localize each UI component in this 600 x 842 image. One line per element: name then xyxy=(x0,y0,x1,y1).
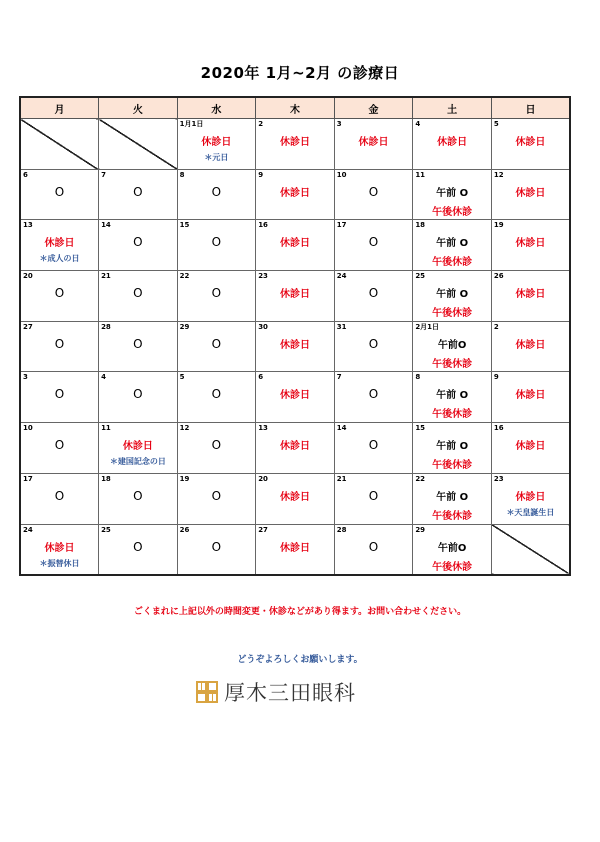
open-mark: O xyxy=(133,539,143,554)
day-cell xyxy=(256,220,335,271)
open-mark: O xyxy=(211,438,222,453)
day-number: 1月1日 xyxy=(179,120,204,128)
open-mark: O xyxy=(54,286,65,301)
closed-label: 午後休診 xyxy=(432,206,473,218)
calendar-table xyxy=(19,96,571,576)
day-number: 25 xyxy=(415,272,426,281)
day-number: 2 xyxy=(258,120,264,128)
day-cell xyxy=(334,372,413,423)
week-row xyxy=(20,524,570,575)
closed-label: 休診日 xyxy=(437,137,468,148)
day-number: 31 xyxy=(336,322,347,331)
day-number: 11 xyxy=(101,424,111,433)
day-number: 5 xyxy=(493,120,499,128)
day-number: 21 xyxy=(101,272,111,281)
day-number: 18 xyxy=(415,221,426,230)
day-cell xyxy=(491,220,570,271)
day-cell xyxy=(334,271,413,322)
day-number: 20 xyxy=(23,272,33,281)
day-number: 8 xyxy=(179,170,185,179)
day-cell xyxy=(256,271,335,322)
empty-cell xyxy=(99,119,178,170)
day-cell xyxy=(413,119,492,170)
week-row xyxy=(20,321,570,372)
open-mark: O xyxy=(54,387,65,402)
day-number: 27 xyxy=(258,525,268,534)
day-cell xyxy=(413,321,492,372)
day-number: 13 xyxy=(258,424,268,433)
weekday-sun: 日 xyxy=(491,97,570,119)
day-number: 14 xyxy=(336,424,347,433)
day-cell xyxy=(99,473,178,524)
closed-label: 休診日 xyxy=(515,289,546,301)
closed-label: 午後休診 xyxy=(432,308,473,320)
closed-label: 休診日 xyxy=(515,137,546,148)
day-number: 12 xyxy=(179,424,190,433)
morning-open-label: 午前 O xyxy=(436,441,469,453)
open-mark: O xyxy=(54,184,65,199)
closed-label: 休診日 xyxy=(279,238,310,250)
closed-label: 午後休診 xyxy=(432,409,473,421)
open-mark: O xyxy=(368,387,379,402)
holiday-name: ＊振替休日 xyxy=(39,558,80,568)
morning-open-label: 午前 O xyxy=(436,187,469,199)
open-mark: O xyxy=(133,387,143,402)
day-number: 9 xyxy=(493,373,499,382)
day-number: 26 xyxy=(179,525,190,534)
day-number: 28 xyxy=(101,322,111,331)
day-number: 3 xyxy=(23,373,28,382)
day-number: 7 xyxy=(336,373,342,382)
open-mark: O xyxy=(211,488,222,503)
day-number: 30 xyxy=(258,322,268,331)
clinic-logo xyxy=(196,678,356,706)
day-number: 3 xyxy=(336,120,342,128)
closed-label: 休診日 xyxy=(515,339,546,351)
open-mark: O xyxy=(211,336,222,351)
open-mark: O xyxy=(211,387,222,402)
open-mark: O xyxy=(133,184,143,199)
day-cell xyxy=(491,169,570,220)
week-row xyxy=(20,372,570,423)
open-mark: O xyxy=(133,235,143,250)
day-number: 29 xyxy=(179,322,190,331)
day-cell xyxy=(334,220,413,271)
morning-open-label: 午前O xyxy=(437,542,467,554)
day-number: 17 xyxy=(23,474,33,483)
day-cell xyxy=(334,423,413,474)
day-number: 16 xyxy=(258,221,268,230)
day-number: 4 xyxy=(415,120,421,128)
open-mark: O xyxy=(211,539,222,554)
closed-label: 午後休診 xyxy=(432,460,473,472)
day-cell xyxy=(491,119,570,170)
open-mark: O xyxy=(133,336,143,351)
day-number: 28 xyxy=(336,525,347,534)
day-cell xyxy=(20,169,99,220)
empty-cell xyxy=(491,524,570,575)
day-cell xyxy=(334,524,413,575)
day-cell xyxy=(177,169,256,220)
closed-label: 休診日 xyxy=(279,542,310,554)
day-cell xyxy=(99,169,178,220)
morning-open-label: 午前O xyxy=(437,339,467,351)
day-number: 4 xyxy=(101,373,106,382)
open-mark: O xyxy=(54,438,65,453)
day-cell xyxy=(256,321,335,372)
day-number: 13 xyxy=(23,221,33,230)
week-row xyxy=(20,119,570,170)
holiday-name: ＊天皇誕生日 xyxy=(506,507,555,517)
closing-message: どうぞよろしくお願いします。 xyxy=(237,655,363,665)
day-cell xyxy=(256,169,335,220)
closed-label: 休診日 xyxy=(279,441,310,453)
day-cell xyxy=(491,271,570,322)
closed-label: 休診日 xyxy=(279,339,310,351)
day-number: 12 xyxy=(493,170,504,179)
day-cell xyxy=(334,321,413,372)
day-number: 25 xyxy=(101,525,111,534)
day-cell xyxy=(334,119,413,170)
schedule-notice: ごくまれに上記以外の時間変更・休診などがあり得ます。お問い合わせください。 xyxy=(133,607,467,617)
closed-label: 休診日 xyxy=(515,187,546,199)
day-cell xyxy=(177,119,256,170)
day-number: 17 xyxy=(336,221,347,230)
day-number: 6 xyxy=(258,373,264,382)
holiday-name: ＊成人の日 xyxy=(39,254,80,264)
holiday-name: ＊建国記念の日 xyxy=(109,457,166,467)
day-cell xyxy=(99,220,178,271)
day-cell xyxy=(334,473,413,524)
day-number: 2 xyxy=(493,322,499,331)
day-number: 24 xyxy=(336,272,347,281)
morning-open-label: 午前 O xyxy=(436,390,469,402)
weekday-header-row xyxy=(20,97,570,119)
day-cell xyxy=(413,372,492,423)
open-mark: O xyxy=(368,235,379,250)
day-number: 7 xyxy=(101,170,106,179)
closed-label: 休診日 xyxy=(44,238,75,250)
day-cell xyxy=(177,423,256,474)
day-cell xyxy=(413,423,492,474)
day-number: 8 xyxy=(415,373,421,382)
day-cell xyxy=(256,524,335,575)
day-cell xyxy=(20,220,99,271)
closed-label: 休診日 xyxy=(122,441,153,453)
day-number: 26 xyxy=(493,272,504,281)
day-number: 15 xyxy=(415,424,426,433)
closed-label: 午後休診 xyxy=(432,257,473,269)
closed-label: 休診日 xyxy=(515,441,546,453)
weekday-wed: 水 xyxy=(177,97,256,119)
day-number: 20 xyxy=(258,474,268,483)
day-number: 10 xyxy=(23,424,33,433)
day-number: 21 xyxy=(336,474,347,483)
week-row xyxy=(20,169,570,220)
week-row xyxy=(20,220,570,271)
clinic-logo-icon xyxy=(196,681,218,703)
morning-open-label: 午前 O xyxy=(436,238,469,250)
day-number: 10 xyxy=(336,170,347,179)
closed-label: 休診日 xyxy=(515,238,546,250)
day-number: 23 xyxy=(258,272,268,281)
day-cell xyxy=(177,372,256,423)
week-row xyxy=(20,423,570,474)
day-cell xyxy=(99,271,178,322)
closed-label: 休診日 xyxy=(279,289,310,301)
day-cell xyxy=(99,321,178,372)
day-number: 18 xyxy=(101,474,111,483)
day-cell xyxy=(20,473,99,524)
day-cell xyxy=(99,524,178,575)
holiday-name: ＊元日 xyxy=(204,153,229,162)
day-cell xyxy=(20,524,99,575)
day-cell xyxy=(256,372,335,423)
day-number: 14 xyxy=(101,221,111,230)
day-number: 9 xyxy=(258,170,264,179)
closed-label: 休診日 xyxy=(44,542,75,554)
day-cell xyxy=(256,473,335,524)
weekday-mon: 月 xyxy=(20,97,99,119)
day-cell xyxy=(20,271,99,322)
open-mark: O xyxy=(368,539,379,554)
day-cell xyxy=(256,423,335,474)
clinic-name: 厚木三田眼科 xyxy=(224,681,356,705)
closed-label: 休診日 xyxy=(201,137,232,148)
week-row xyxy=(20,473,570,524)
day-number: 22 xyxy=(415,474,426,483)
open-mark: O xyxy=(211,235,222,250)
day-cell xyxy=(413,473,492,524)
open-mark: O xyxy=(54,488,65,503)
closed-label: 休診日 xyxy=(279,390,310,402)
day-cell xyxy=(177,524,256,575)
day-cell xyxy=(413,271,492,322)
day-number: 2月1日 xyxy=(415,322,440,331)
day-cell xyxy=(491,372,570,423)
morning-open-label: 午前 O xyxy=(436,289,469,301)
day-number: 15 xyxy=(179,221,190,230)
open-mark: O xyxy=(368,438,379,453)
closed-label: 休診日 xyxy=(515,390,546,402)
open-mark: O xyxy=(368,286,379,301)
day-number: 24 xyxy=(23,525,33,534)
closed-label: 休診日 xyxy=(515,491,546,503)
closed-label: 休診日 xyxy=(279,137,310,148)
morning-open-label: 午前 O xyxy=(436,491,469,503)
day-number: 16 xyxy=(493,424,504,433)
day-number: 6 xyxy=(23,170,28,179)
closed-label: 午後休診 xyxy=(432,358,473,370)
closed-label: 午後休診 xyxy=(432,561,473,573)
day-cell xyxy=(413,169,492,220)
week-row xyxy=(20,271,570,322)
day-number: 29 xyxy=(415,525,426,534)
day-cell xyxy=(491,423,570,474)
day-cell xyxy=(177,271,256,322)
day-number: 27 xyxy=(23,322,33,331)
open-mark: O xyxy=(133,488,143,503)
day-cell xyxy=(334,169,413,220)
day-cell xyxy=(177,321,256,372)
day-number: 11 xyxy=(415,170,426,179)
day-number: 19 xyxy=(493,221,504,230)
open-mark: O xyxy=(211,184,222,199)
weekday-thu: 木 xyxy=(256,97,335,119)
open-mark: O xyxy=(368,336,379,351)
closed-label: 休診日 xyxy=(279,187,310,199)
day-number: 22 xyxy=(179,272,190,281)
day-number: 19 xyxy=(179,474,190,483)
day-cell xyxy=(99,372,178,423)
weekday-fri: 金 xyxy=(334,97,413,119)
open-mark: O xyxy=(211,286,222,301)
day-cell xyxy=(177,220,256,271)
empty-cell xyxy=(20,119,99,170)
day-cell xyxy=(20,321,99,372)
weekday-sat: 土 xyxy=(413,97,492,119)
open-mark: O xyxy=(368,184,379,199)
day-cell xyxy=(20,423,99,474)
day-cell xyxy=(177,473,256,524)
open-mark: O xyxy=(368,488,379,503)
open-mark: O xyxy=(54,336,65,351)
day-cell xyxy=(413,220,492,271)
day-cell xyxy=(413,524,492,575)
weekday-tue: 火 xyxy=(99,97,178,119)
page-title: 2020年 1月~2月 の診療日 xyxy=(200,64,400,82)
closed-label: 午後休診 xyxy=(432,510,473,522)
day-number: 5 xyxy=(179,373,185,382)
day-cell xyxy=(256,119,335,170)
closed-label: 休診日 xyxy=(358,137,389,148)
day-cell xyxy=(491,321,570,372)
day-number: 23 xyxy=(493,474,504,483)
day-cell xyxy=(99,423,178,474)
day-cell xyxy=(20,372,99,423)
closed-label: 休診日 xyxy=(279,491,310,503)
open-mark: O xyxy=(133,286,143,301)
day-cell xyxy=(491,473,570,524)
